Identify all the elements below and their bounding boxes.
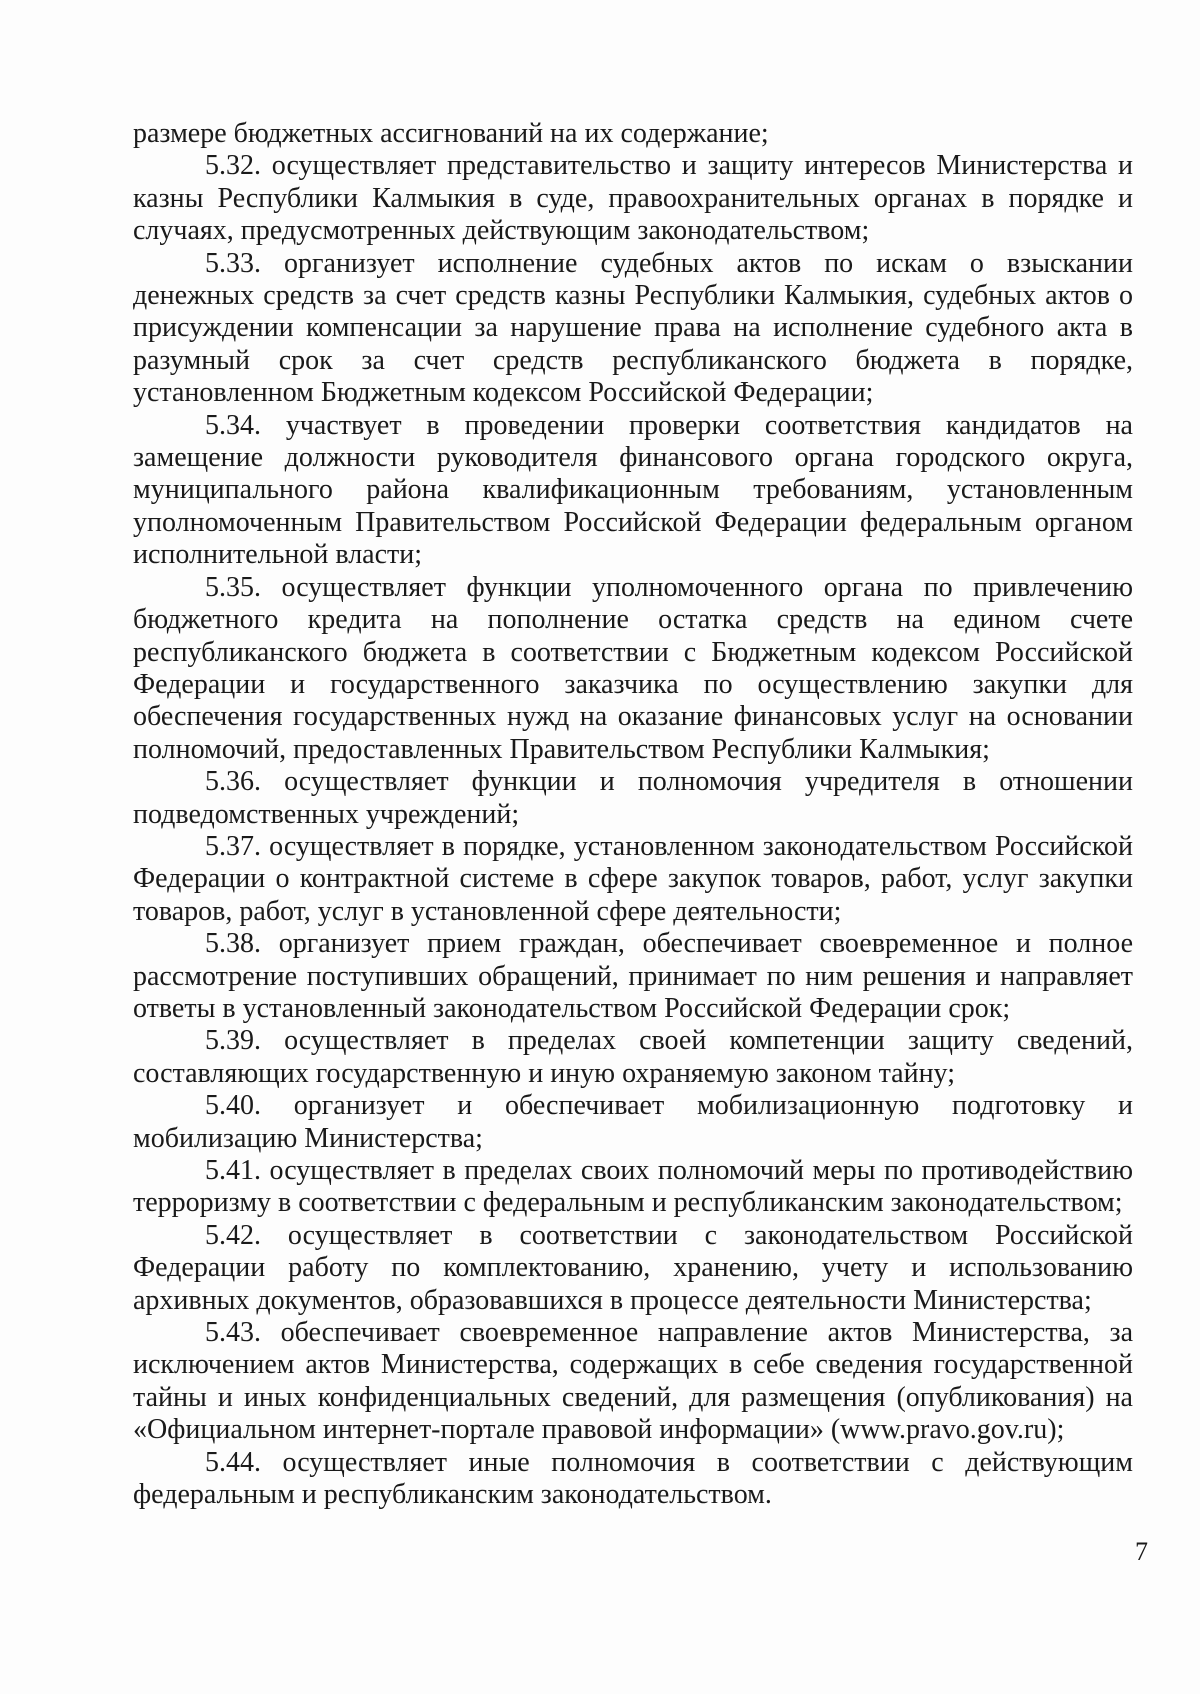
paragraph-5-32: 5.32. осуществляет представительство и защиту интересов Министерства и казны Республики Калмыкия в суде, правоохранительных органах в порядке и случаях, предусмотренных действующим законодательством;: [133, 150, 1133, 247]
document-body: [133, 118, 1133, 1511]
paragraph-5-42: 5.42. осуществляет в соответствии с законодательством Российской Федерации работу по комплектованию, хранению, учету и использованию архивных документов, образовавшихся в процессе деятельности Министерства;: [133, 1219, 1133, 1316]
paragraph-5-34: 5.34. участвует в проведении проверки соответствия кандидатов на замещение должности руководителя финансового органа городского округа, муниципального района квалификационным требованиям, установленным уполномоченным Правительством Российской Федерации федеральным органом исполнительной власти;: [133, 409, 1133, 571]
paragraph-5-37: 5.37. осуществляет в порядке, установленном законодательством Российской Федерации о контрактной системе в сфере закупок товаров, работ, услуг закупки товаров, работ, услуг в установленной сфере деятельности;: [133, 830, 1133, 927]
paragraph-continuation: размере бюджетных ассигнований на их содержание;: [133, 118, 769, 149]
paragraph-5-38: 5.38. организует прием граждан, обеспечивает своевременное и полное рассмотрение поступивших обращений, принимает по ним решения и направляет ответы в установленный законодательством Российской Федерации срок;: [133, 928, 1133, 1024]
page-number: 7: [1135, 1537, 1148, 1566]
paragraph-5-41: 5.41. осуществляет в пределах своих полномочий меры по противодействию терроризму в соответствии с федеральным и республиканским законодательством;: [133, 1155, 1133, 1219]
paragraph-5-40: 5.40. организует и обеспечивает мобилизационную подготовку и мобилизацию Министерства;: [133, 1090, 1133, 1154]
paragraph-5-36: 5.36. осуществляет функции и полномочия учредителя в отношении подведомственных учреждений;: [133, 766, 1133, 830]
paragraph-5-39: 5.39. осуществляет в пределах своей компетенции защиту сведений, составляющих государственную и иную охраняемую законом тайну;: [133, 1025, 1133, 1089]
paragraph-5-44: 5.44. осуществляет иные полномочия в соответствии с действующим федеральным и республиканским законодательством.: [133, 1446, 1133, 1511]
paragraph-5-43: 5.43. обеспечивает своевременное направление актов Министерства, за исключением актов Министерства, содержащих в себе сведения государственной тайны и иных конфиденциальных сведений, для размещения (опубликования) на «Официальном интернет-портале правовой информации» (www.pravo.gov.ru);: [133, 1317, 1133, 1446]
paragraph-5-35: 5.35. осуществляет функции уполномоченного органа по привлечению бюджетного кредита на пополнение остатка средств на едином счете республиканского бюджета в соответствии с Бюджетным кодексом Российской Федерации и государственного заказчика по осуществлению закупки для обеспечения государственных нужд на оказание финансовых услуг на основании полномочий, предоставленных Правительством Республики Калмыкия;: [133, 571, 1133, 765]
paragraph-5-33: 5.33. организует исполнение судебных актов по искам о взыскании денежных средств за счет средств казны Республики Калмыкия, судебных актов о присуждении компенсации за нарушение права на исполнение судебного акта в разумный срок за счет средств республиканского бюджета в порядке, установленном Бюджетным кодексом Российской Федерации;: [133, 247, 1133, 409]
